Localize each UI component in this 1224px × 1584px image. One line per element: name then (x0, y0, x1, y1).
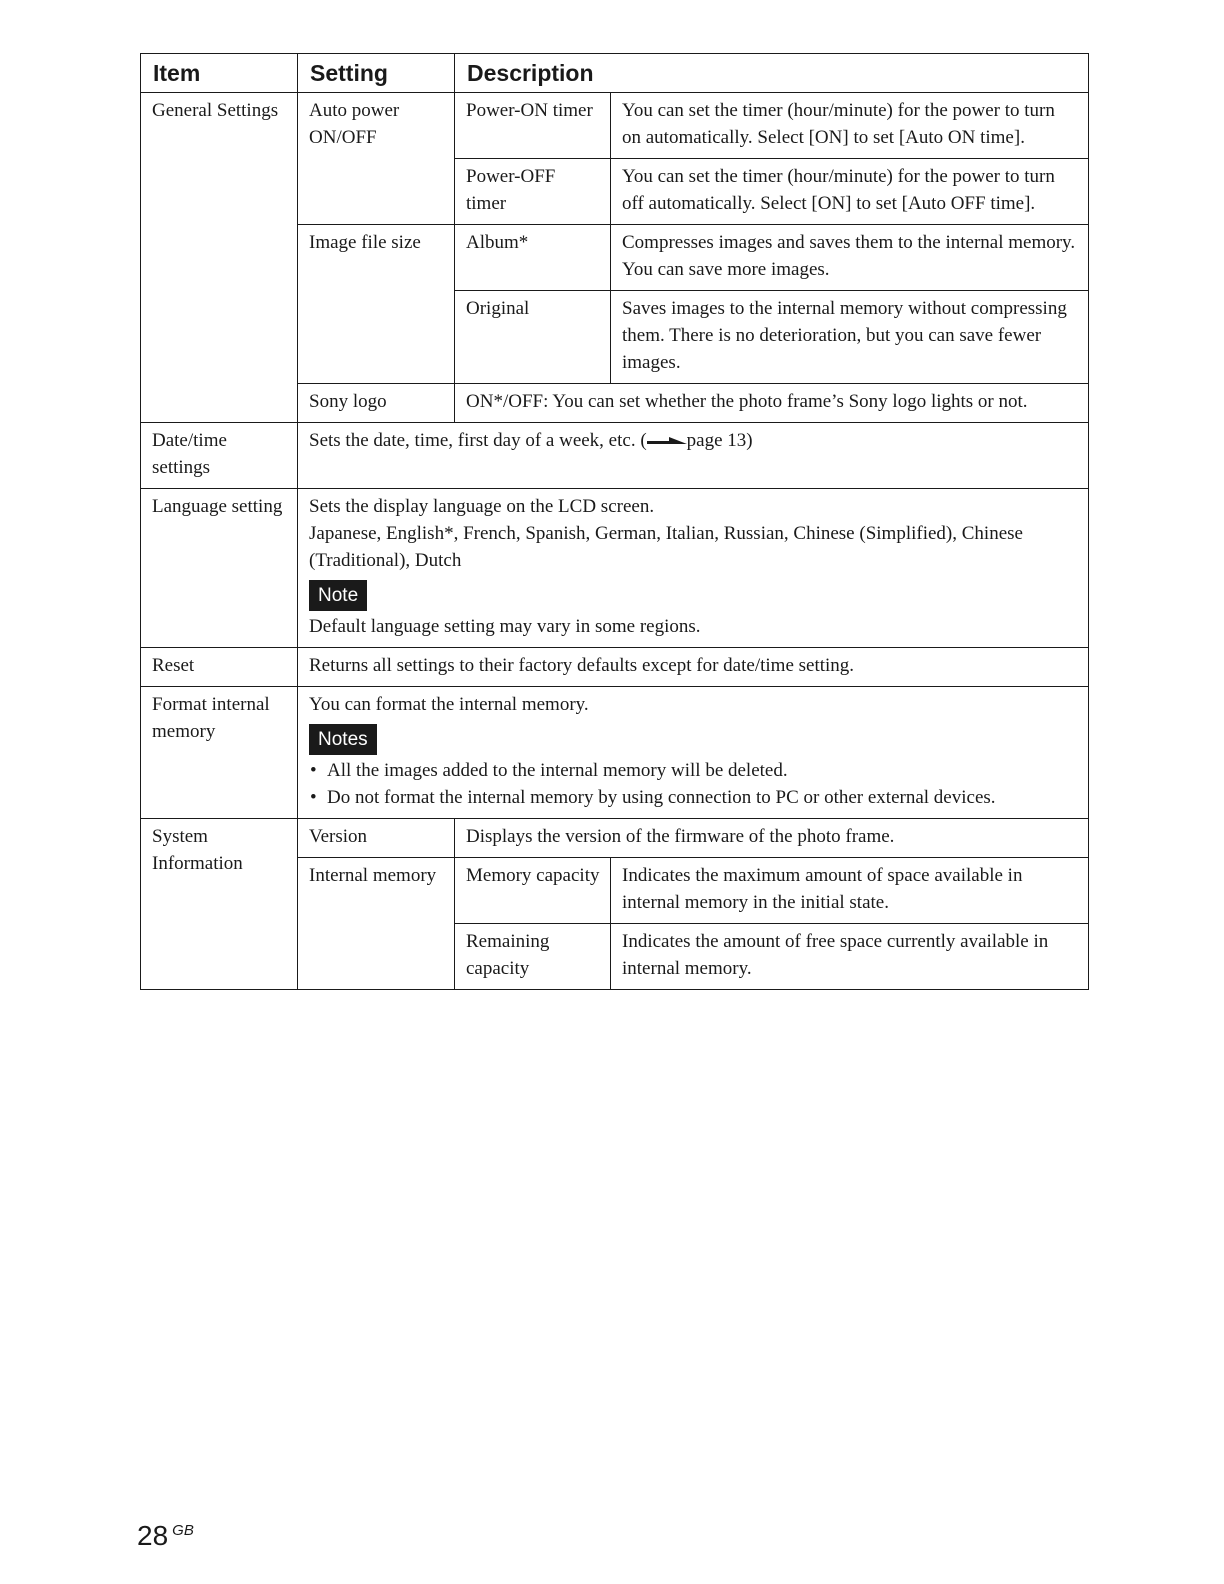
description-original: Saves images to the internal memory without compressing them. There is no deterioration, but you can save fewer images. (611, 291, 1089, 384)
setting-internal-memory: Internal memory (298, 858, 455, 990)
description-language (298, 489, 1089, 648)
table-row (141, 93, 1089, 159)
item-general-settings: General Settings (141, 93, 298, 423)
description-album: Compresses images and saves them to the internal memory. You can save more images. (611, 225, 1089, 291)
subsetting-power-off-timer: Power-OFF timer (455, 159, 611, 225)
language-line1: Sets the display language on the LCD screen. (309, 496, 655, 517)
table-row (141, 648, 1089, 687)
note-badge: Note (309, 580, 367, 611)
description-memory-capacity: Indicates the maximum amount of space available in internal memory in the initial state. (611, 858, 1089, 924)
item-reset: Reset (141, 648, 298, 687)
setting-auto-power: Auto power ON/OFF (298, 93, 455, 225)
description-reset: Returns all settings to their factory defaults except for date/time setting. (298, 648, 1089, 687)
header-row (141, 54, 1089, 93)
format-text: You can format the internal memory. (309, 694, 589, 715)
item-system-information: System Information (141, 819, 298, 990)
subsetting-memory-capacity: Memory capacity (455, 858, 611, 924)
language-options: Japanese, English*, French, Spanish, German, Italian, Russian, Chinese (Simplified), Chinese (Traditional), Dutch (309, 523, 1023, 571)
description-datetime (298, 423, 1089, 489)
description-version: Displays the version of the firmware of the photo frame. (455, 819, 1089, 858)
subsetting-original: Original (455, 291, 611, 384)
header-setting: Setting (298, 54, 455, 93)
datetime-text-pre: Sets the date, time, first day of a week, etc. ( (309, 430, 647, 451)
setting-image-file-size: Image file size (298, 225, 455, 384)
item-datetime-settings: Date/time settings (141, 423, 298, 489)
table-row (141, 423, 1089, 489)
list-item: • Do not format the internal memory by using connection to PC or other external devices. (327, 784, 1078, 811)
setting-version: Version (298, 819, 455, 858)
page-number (137, 1520, 194, 1552)
arrow-right-icon (647, 437, 687, 447)
table-row (141, 687, 1089, 819)
table-row (141, 489, 1089, 648)
item-format-internal-memory: Format internal memory (141, 687, 298, 819)
subsetting-album: Album* (455, 225, 611, 291)
subsetting-remaining-capacity: Remaining capacity (455, 924, 611, 990)
settings-table (140, 53, 1089, 990)
page-number-value: 28 (137, 1520, 169, 1551)
header-description: Description (455, 54, 1089, 93)
description-remaining-capacity: Indicates the amount of free space currently available in internal memory. (611, 924, 1089, 990)
list-item: • All the images added to the internal memory will be deleted. (327, 757, 1078, 784)
description-sony-logo: ON*/OFF: You can set whether the photo frame’s Sony logo lights or not. (455, 384, 1089, 423)
language-code: GB (172, 1522, 194, 1539)
item-language-setting: Language setting (141, 489, 298, 648)
datetime-text-post: page 13) (686, 430, 753, 451)
notes-badge: Notes (309, 724, 377, 755)
language-note-text: Default language setting may vary in some regions. (309, 616, 701, 637)
description-format (298, 687, 1089, 819)
description-power-on-timer: You can set the timer (hour/minute) for the power to turn on automatically. Select [ON] to set [Auto ON time]. (611, 93, 1089, 159)
table-row (141, 819, 1089, 858)
description-power-off-timer: You can set the timer (hour/minute) for the power to turn off automatically. Select [ON] to set [Auto OFF time]. (611, 159, 1089, 225)
setting-sony-logo: Sony logo (298, 384, 455, 423)
subsetting-power-on-timer: Power-ON timer (455, 93, 611, 159)
header-item: Item (141, 54, 298, 93)
format-notes-list (309, 757, 1078, 811)
